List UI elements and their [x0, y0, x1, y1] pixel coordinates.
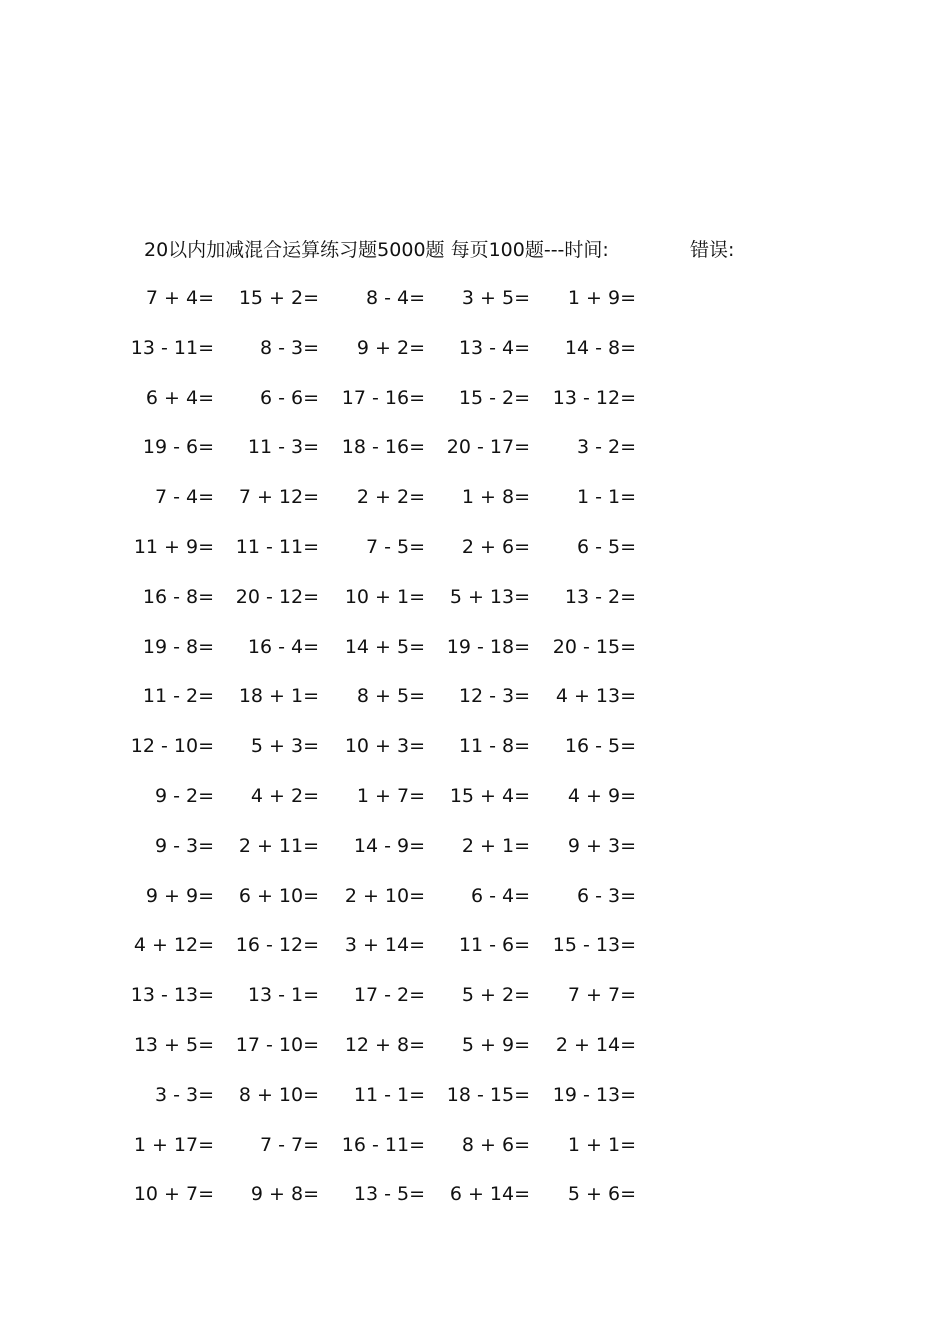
problem-item: 16 - 11=	[341, 1133, 425, 1156]
problem-item: 8 + 5=	[356, 685, 425, 708]
problem-item: 1 + 7=	[356, 785, 425, 807]
problem-item: 17 - 2=	[353, 984, 425, 1007]
problem-item: 8 + 10=	[238, 1083, 319, 1106]
problem-item: 13 - 11=	[130, 336, 214, 359]
problem-item: 18 + 1=	[238, 685, 319, 708]
problem-item: 1 + 8=	[461, 486, 530, 509]
problem-item: 6 + 14=	[449, 1183, 530, 1206]
problem-item: 17 - 10=	[235, 1034, 319, 1056]
problem-item: 8 + 6=	[461, 1133, 530, 1156]
problem-item: 4 + 12=	[133, 934, 214, 957]
problem-item: 6 + 10=	[238, 884, 319, 907]
problem-item: 13 - 12=	[552, 386, 636, 409]
problem-row	[0, 1130, 950, 1160]
problem-item: 5 + 3=	[250, 735, 319, 758]
problem-item: 13 + 5=	[133, 1034, 214, 1056]
problem-item: 6 - 3=	[576, 884, 636, 907]
problem-item: 11 - 11=	[235, 536, 319, 558]
problem-item: 3 - 3=	[154, 1083, 214, 1106]
problem-item: 8 - 4=	[365, 287, 425, 309]
problem-item: 7 + 4=	[145, 287, 214, 309]
problem-item: 20 - 17=	[446, 436, 530, 459]
problem-item: 19 - 6=	[142, 436, 214, 459]
problem-item: 5 + 2=	[461, 984, 530, 1007]
problem-row	[0, 482, 950, 512]
problem-item: 4 + 2=	[250, 785, 319, 807]
problem-item: 17 - 16=	[341, 386, 425, 409]
problem-row	[0, 930, 950, 960]
problem-item: 10 + 7=	[133, 1183, 214, 1206]
problem-item: 4 + 9=	[567, 785, 636, 807]
problem-item: 9 + 3=	[567, 834, 636, 857]
problem-item: 10 + 3=	[344, 735, 425, 758]
problem-item: 20 - 12=	[235, 585, 319, 608]
problem-row	[0, 582, 950, 612]
problem-item: 15 - 2=	[458, 386, 530, 409]
problem-item: 13 - 4=	[458, 336, 530, 359]
problem-item: 16 - 8=	[142, 585, 214, 608]
problem-row	[0, 283, 950, 313]
problem-item: 1 + 9=	[567, 287, 636, 309]
problem-item: 9 - 3=	[154, 834, 214, 857]
problem-item: 7 + 7=	[567, 984, 636, 1007]
problem-item: 11 - 3=	[247, 436, 319, 459]
problem-item: 10 + 1=	[344, 585, 425, 608]
problem-item: 4 + 13=	[555, 685, 636, 708]
problem-item: 1 + 1=	[567, 1133, 636, 1156]
problem-item: 8 - 3=	[259, 336, 319, 359]
problem-item: 11 - 2=	[142, 685, 214, 708]
problem-item: 11 - 6=	[458, 934, 530, 957]
problem-item: 16 - 4=	[247, 635, 319, 658]
problem-item: 12 - 3=	[458, 685, 530, 708]
problem-item: 7 + 12=	[238, 486, 319, 509]
problem-item: 14 + 5=	[344, 635, 425, 658]
problem-row	[0, 731, 950, 761]
problem-item: 13 - 1=	[247, 984, 319, 1007]
problem-item: 14 - 8=	[564, 336, 636, 359]
problem-item: 2 + 6=	[461, 536, 530, 558]
problem-item: 15 - 13=	[552, 934, 636, 957]
problem-item: 7 - 7=	[259, 1133, 319, 1156]
problem-item: 16 - 12=	[235, 934, 319, 957]
problem-item: 3 + 5=	[461, 287, 530, 309]
problem-item: 15 + 2=	[238, 287, 319, 309]
problem-row	[0, 1030, 950, 1060]
problem-item: 3 + 14=	[344, 934, 425, 957]
problem-item: 2 + 14=	[555, 1034, 636, 1056]
problem-row	[0, 333, 950, 363]
problem-item: 16 - 5=	[564, 735, 636, 758]
problem-item: 13 - 5=	[353, 1183, 425, 1206]
problem-row	[0, 881, 950, 911]
problem-item: 3 - 2=	[576, 436, 636, 459]
problem-item: 9 - 2=	[154, 785, 214, 807]
problem-item: 1 + 17=	[133, 1133, 214, 1156]
problem-item: 7 - 4=	[154, 486, 214, 509]
problem-item: 11 + 9=	[133, 536, 214, 558]
problem-item: 5 + 6=	[567, 1183, 636, 1206]
problem-row	[0, 781, 950, 811]
errors-label: 错误:	[690, 239, 735, 261]
problem-item: 1 - 1=	[576, 486, 636, 509]
problem-item: 6 + 4=	[145, 386, 214, 409]
problem-item: 7 - 5=	[365, 536, 425, 558]
problem-item: 19 - 18=	[446, 635, 530, 658]
problem-row	[0, 681, 950, 711]
problem-item: 9 + 9=	[145, 884, 214, 907]
problem-item: 6 - 6=	[259, 386, 319, 409]
problem-item: 19 - 8=	[142, 635, 214, 658]
problem-item: 11 - 8=	[458, 735, 530, 758]
worksheet-title: 20以内加减混合运算练习题5000题 每页100题---时间:	[144, 239, 609, 261]
problem-item: 2 + 11=	[238, 834, 319, 857]
problem-item: 14 - 9=	[353, 834, 425, 857]
problem-item: 12 + 8=	[344, 1034, 425, 1056]
problem-item: 2 + 10=	[344, 884, 425, 907]
problem-row	[0, 980, 950, 1010]
problem-item: 18 - 16=	[341, 436, 425, 459]
problem-item: 5 + 9=	[461, 1034, 530, 1056]
problem-item: 9 + 2=	[356, 336, 425, 359]
problem-item: 9 + 8=	[250, 1183, 319, 1206]
problem-row	[0, 632, 950, 662]
problem-item: 18 - 15=	[446, 1083, 530, 1106]
problem-item: 2 + 1=	[461, 834, 530, 857]
problem-item: 6 - 5=	[576, 536, 636, 558]
problem-row	[0, 383, 950, 413]
problem-row	[0, 831, 950, 861]
problem-item: 6 - 4=	[470, 884, 530, 907]
problem-row	[0, 532, 950, 562]
problem-item: 2 + 2=	[356, 486, 425, 509]
problem-item: 13 - 13=	[130, 984, 214, 1007]
problem-item: 11 - 1=	[353, 1083, 425, 1106]
problem-row	[0, 432, 950, 462]
problem-item: 19 - 13=	[552, 1083, 636, 1106]
problem-item: 15 + 4=	[449, 785, 530, 807]
problem-row	[0, 1080, 950, 1110]
problem-item: 5 + 13=	[449, 585, 530, 608]
problem-item: 20 - 15=	[552, 635, 636, 658]
problem-row	[0, 1179, 950, 1209]
problem-item: 12 - 10=	[130, 735, 214, 758]
problem-item: 13 - 2=	[564, 585, 636, 608]
